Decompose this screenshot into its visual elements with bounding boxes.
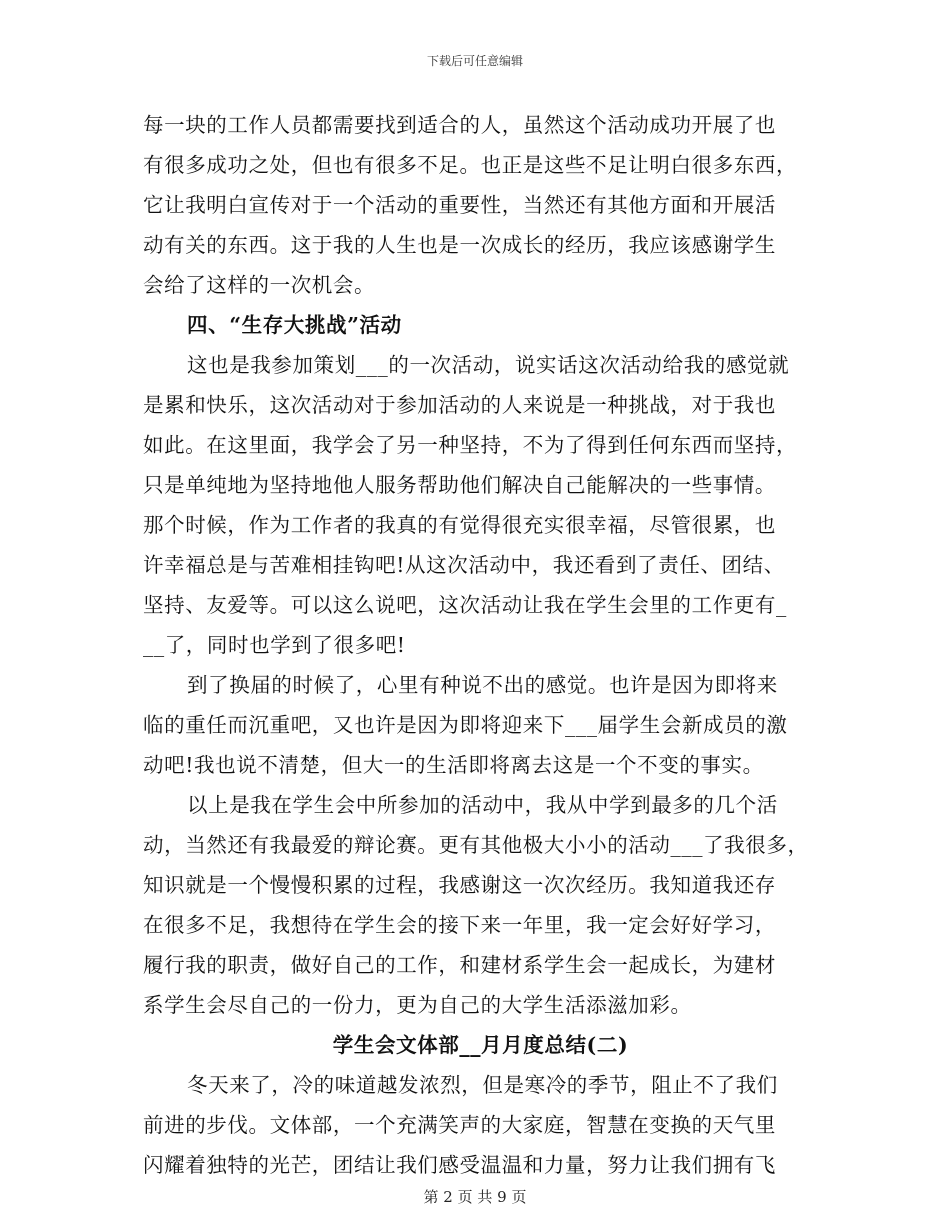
paragraph-line: 临的重任而沉重吧，又也许是因为即将迎来下___届学生会新成员的激	[143, 713, 788, 737]
paragraph-line: 以上是我在学生会中所参加的活动中，我从中学到最多的几个活	[187, 793, 778, 817]
paragraph-line: 动有关的东西。这于我的人生也是一次成长的经历，我应该感谢学生	[143, 233, 776, 257]
paragraph-line: 到了换届的时候了，心里有种说不出的感觉。也许是因为即将来	[187, 673, 778, 697]
paragraph-line: 只是单纯地为坚持地他人服务帮助他们解决自己能解决的一些事情。	[143, 473, 776, 497]
paragraph-line: __了，同时也学到了很多吧!	[143, 633, 406, 657]
paragraph-line: 会给了这样的一次机会。	[143, 273, 376, 297]
paragraph-line: 动吧!我也说不清楚，但大一的生活即将离去这是一个不变的事实。	[143, 753, 764, 777]
paragraph-line: 闪耀着独特的光芒，团结让我们感受温温和力量，努力让我们拥有飞	[143, 1153, 776, 1177]
page-number-footer: 第 2 页 共 9 页	[423, 1188, 527, 1206]
paragraph-line: 冬天来了，冷的味道越发浓烈，但是寒冷的季节，阻止不了我们	[187, 1073, 778, 1097]
paragraph-line: 动，当然还有我最爱的辩论赛。更有其他极大小小的活动___了我很多，	[143, 833, 809, 857]
paragraph-line: 在很多不足，我想待在学生会的接下来一年里，我一定会好好学习，	[143, 913, 776, 937]
paragraph-line: 履行我的职责，做好自己的工作，和建材系学生会一起成长，为建材	[143, 953, 776, 977]
paragraph-line: 知识就是一个慢慢积累的过程，我感谢这一次次经历。我知道我还存	[143, 873, 776, 897]
paragraph-line: 如此。在这里面，我学会了另一种坚持，不为了得到任何东西而坚持，	[143, 433, 798, 457]
paragraph-line: 它让我明白宣传对于一个活动的重要性，当然还有其他方面和开展活	[143, 193, 776, 217]
document-body	[143, 105, 818, 1185]
paragraph-line: 前进的步伐。文体部，一个充满笑声的大家庭，智慧在变换的天气里	[143, 1113, 776, 1137]
paragraph-line: 系学生会尽自己的一份力，更为自己的大学生活添滋加彩。	[143, 993, 692, 1017]
paragraph-line: 那个时候，作为工作者的我真的有觉得很充实很幸福，尽管很累，也	[143, 513, 776, 537]
page-header: 下载后可任意编辑	[426, 54, 523, 68]
section-heading: 四、“生存大挑战”活动	[187, 313, 402, 337]
paragraph-line: 这也是我参加策划___的一次活动，说实话这次活动给我的感觉就	[187, 353, 790, 377]
paragraph-line: 许幸福总是与苦难相挂钩吧!从这次活动中，我还看到了责任、团结、	[143, 553, 785, 577]
paragraph-line: 坚持、友爱等。可以这么说吧，这次活动让我在学生会里的工作更有_	[143, 593, 787, 617]
paragraph-line: 是累和快乐，这次活动对于参加活动的人来说是一种挑战，对于我也	[143, 393, 776, 417]
paragraph-line: 有很多成功之处，但也有很多不足。也正是这些不足让明白很多东西，	[143, 153, 798, 177]
document-title: 学生会文体部__月月度总结(二)	[332, 1033, 629, 1057]
paragraph-line: 每一块的工作人员都需要找到适合的人，虽然这个活动成功开展了也	[143, 113, 776, 137]
